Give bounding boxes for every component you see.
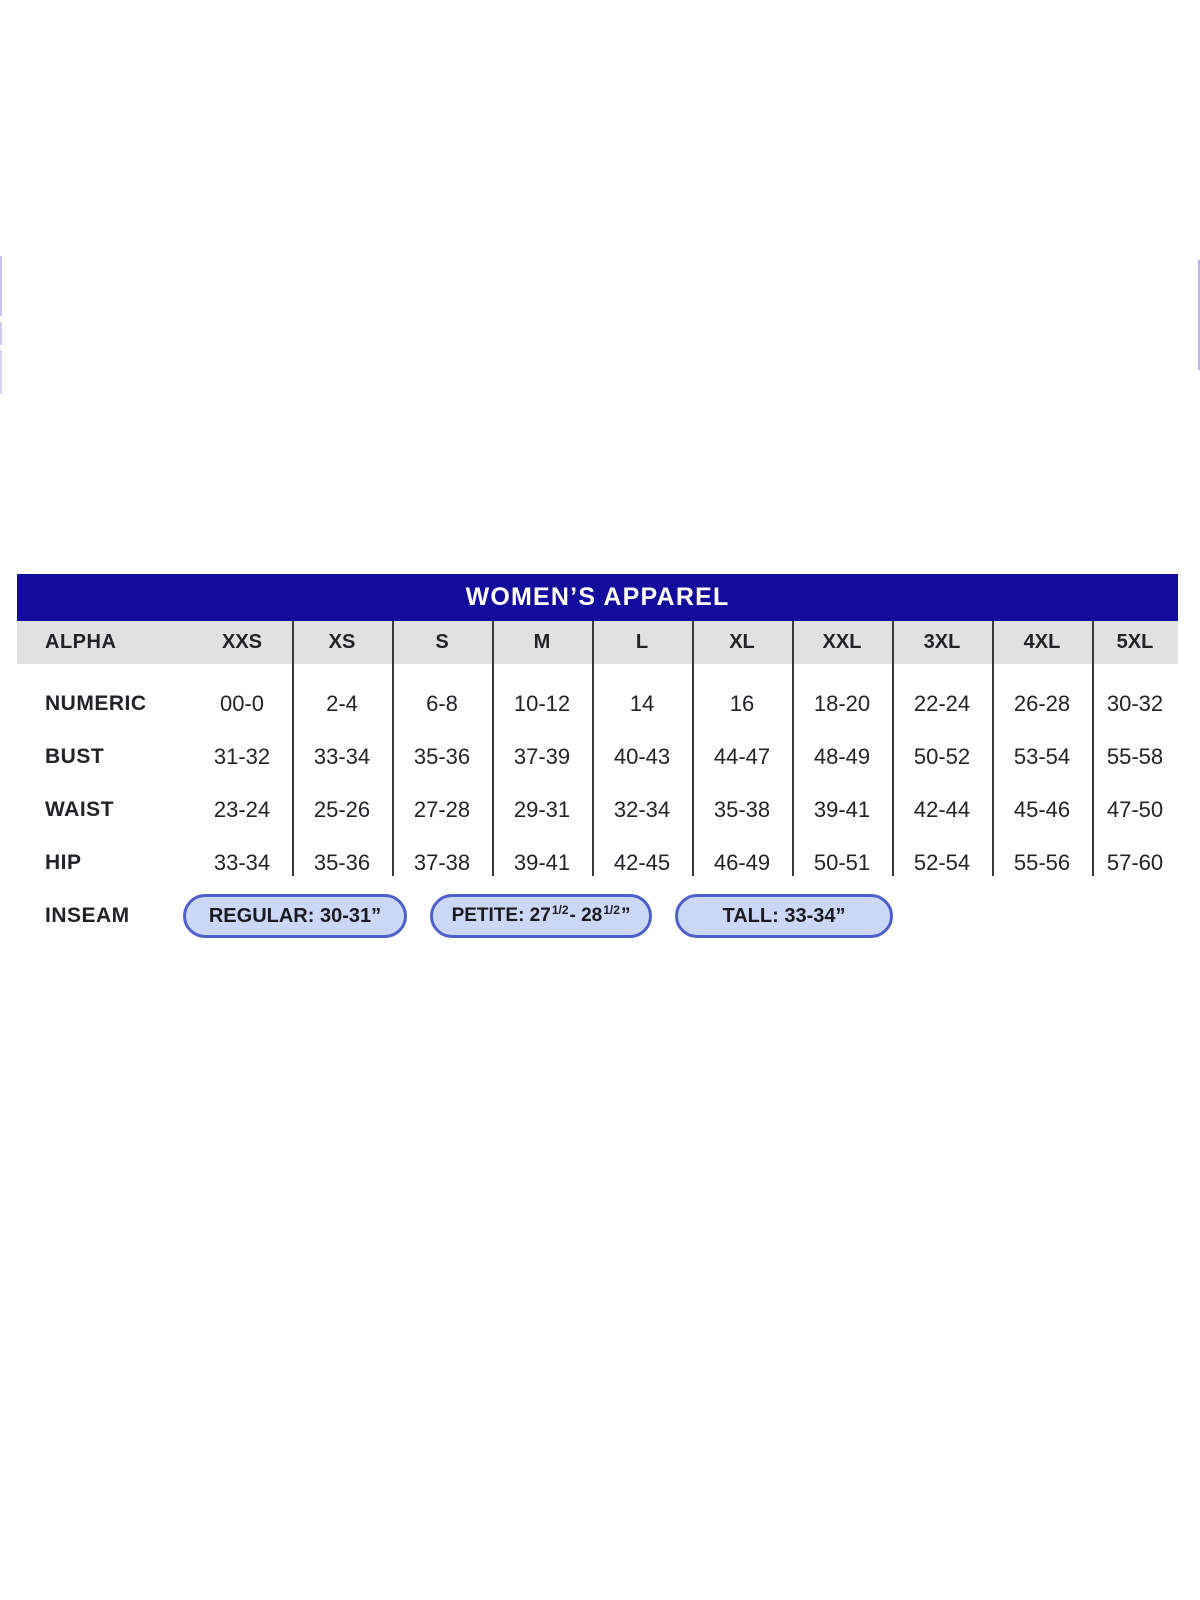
cell-numeric-4xl: 26-28 bbox=[1013, 690, 1071, 716]
cell-hip-xs: 35-36 bbox=[313, 849, 371, 875]
cell-numeric-l: 14 bbox=[629, 690, 655, 716]
cell-numeric-m: 10-12 bbox=[513, 690, 571, 716]
row-label: HIP bbox=[45, 850, 82, 874]
column-divider bbox=[692, 621, 694, 876]
cell-hip-4xl: 55-56 bbox=[1013, 849, 1071, 875]
cell-bust-xxs: 31-32 bbox=[213, 743, 271, 769]
table-row-bust bbox=[17, 730, 1178, 783]
cell-hip-5xl: 57-60 bbox=[1106, 849, 1164, 875]
chart-title: WOMEN’S APPAREL bbox=[465, 583, 730, 611]
cell-numeric-xxl: 18-20 bbox=[813, 690, 871, 716]
size-column-5xl: 5XL bbox=[1116, 631, 1154, 653]
inseam-tall-badge: TALL: 33-34” bbox=[675, 894, 893, 938]
cell-waist-5xl: 47-50 bbox=[1106, 796, 1164, 822]
cell-numeric-s: 6-8 bbox=[426, 690, 458, 716]
column-divider bbox=[292, 621, 294, 876]
cell-waist-s: 27-28 bbox=[413, 796, 471, 822]
cell-numeric-3xl: 22-24 bbox=[913, 690, 971, 716]
inseam-regular-badge: REGULAR: 30-31” bbox=[183, 894, 407, 938]
left-edge-artifact bbox=[0, 256, 2, 316]
inseam-petite-badge: PETITE: 27 1/2 - 28 1/2 ” bbox=[430, 894, 652, 938]
size-column-m: M bbox=[533, 631, 551, 653]
cell-waist-l: 32-34 bbox=[613, 796, 671, 822]
column-divider bbox=[892, 621, 894, 876]
size-column-s: S bbox=[435, 631, 449, 653]
cell-bust-m: 37-39 bbox=[513, 743, 571, 769]
womens-apparel-size-chart bbox=[17, 574, 1178, 938]
cell-hip-3xl: 52-54 bbox=[913, 849, 971, 875]
cell-hip-s: 37-38 bbox=[413, 849, 471, 875]
row-label: WAIST bbox=[45, 797, 114, 821]
cell-waist-xxs: 23-24 bbox=[213, 796, 271, 822]
cell-hip-m: 39-41 bbox=[513, 849, 571, 875]
size-column-xxs: XXS bbox=[221, 631, 263, 653]
header-alpha-label: ALPHA bbox=[45, 631, 117, 653]
cell-waist-4xl: 45-46 bbox=[1013, 796, 1071, 822]
size-column-4xl: 4XL bbox=[1023, 631, 1061, 653]
cell-bust-xs: 33-34 bbox=[313, 743, 371, 769]
cell-waist-3xl: 42-44 bbox=[913, 796, 971, 822]
cell-waist-xxl: 39-41 bbox=[813, 796, 871, 822]
row-label: INSEAM bbox=[45, 904, 130, 927]
size-column-xs: XS bbox=[328, 631, 356, 653]
size-table-body bbox=[17, 664, 1178, 889]
cell-bust-l: 40-43 bbox=[613, 743, 671, 769]
cell-hip-l: 42-45 bbox=[613, 849, 671, 875]
table-row-waist bbox=[17, 783, 1178, 836]
cell-bust-s: 35-36 bbox=[413, 743, 471, 769]
cell-hip-xl: 46-49 bbox=[713, 849, 771, 875]
row-label: BUST bbox=[45, 744, 105, 768]
table-row-inseam bbox=[17, 894, 1178, 938]
cell-bust-xl: 44-47 bbox=[713, 743, 771, 769]
size-column-l: L bbox=[635, 631, 649, 653]
table-row-numeric bbox=[17, 677, 1178, 730]
cell-waist-m: 29-31 bbox=[513, 796, 571, 822]
cell-waist-xs: 25-26 bbox=[313, 796, 371, 822]
cell-bust-3xl: 50-52 bbox=[913, 743, 971, 769]
cell-hip-xxs: 33-34 bbox=[213, 849, 271, 875]
cell-bust-4xl: 53-54 bbox=[1013, 743, 1071, 769]
cell-numeric-xs: 2-4 bbox=[326, 690, 358, 716]
column-divider bbox=[492, 621, 494, 876]
left-edge-artifact bbox=[0, 322, 2, 345]
cell-bust-5xl: 55-58 bbox=[1106, 743, 1164, 769]
size-column-3xl: 3XL bbox=[923, 631, 961, 653]
size-column-xxl: XXL bbox=[822, 631, 862, 653]
chart-title-bar bbox=[17, 574, 1178, 621]
column-divider bbox=[1092, 621, 1094, 876]
cell-numeric-xl: 16 bbox=[729, 690, 755, 716]
column-divider bbox=[392, 621, 394, 876]
cell-numeric-xxs: 00-0 bbox=[219, 690, 265, 716]
left-edge-artifact bbox=[0, 350, 2, 394]
column-divider bbox=[992, 621, 994, 876]
table-row-hip bbox=[17, 836, 1178, 889]
size-header-row bbox=[17, 621, 1178, 664]
column-divider bbox=[592, 621, 594, 876]
cell-bust-xxl: 48-49 bbox=[813, 743, 871, 769]
column-divider bbox=[792, 621, 794, 876]
cell-waist-xl: 35-38 bbox=[713, 796, 771, 822]
row-label: NUMERIC bbox=[45, 691, 147, 715]
cell-numeric-5xl: 30-32 bbox=[1106, 690, 1164, 716]
cell-hip-xxl: 50-51 bbox=[813, 849, 871, 875]
size-column-xl: XL bbox=[729, 631, 755, 653]
